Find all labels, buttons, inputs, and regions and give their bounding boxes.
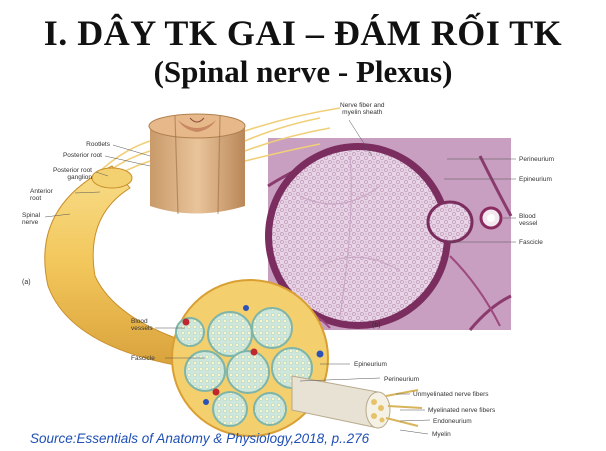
label-endoneurium: Endoneurium bbox=[433, 418, 472, 425]
label-epineurium-b: Epineurium bbox=[519, 176, 552, 183]
fascicle bbox=[208, 312, 252, 356]
label-spinal-nerve: Spinal nerve bbox=[22, 212, 41, 226]
spinal-nerve-illustration bbox=[0, 96, 606, 446]
artery-dot bbox=[183, 319, 190, 326]
fascicle-extension bbox=[292, 376, 422, 428]
label-blood-vessels: Blood vessels bbox=[131, 318, 153, 332]
source-citation: Source:Essentials of Anatomy & Physiology,2018, p..276 bbox=[30, 431, 370, 446]
label-perineurium-b: Perineurium bbox=[519, 156, 555, 163]
label-anterior-root: Anterior root bbox=[30, 188, 53, 202]
label-perineurium-a: Perineurium bbox=[384, 376, 420, 383]
fascicle bbox=[254, 393, 286, 425]
label-rootlets: Rootlets bbox=[86, 141, 110, 148]
label-posterior-root-ganglion: Posterior root ganglion bbox=[52, 167, 92, 181]
vein-dot bbox=[203, 399, 209, 405]
slide-subtitle: (Spinal nerve - Plexus) bbox=[153, 54, 453, 89]
label-unmyelinated-fibers: Unmyelinated nerve fibers bbox=[413, 391, 489, 398]
artery-dot bbox=[251, 349, 258, 356]
fascicle bbox=[227, 351, 269, 393]
panel-a-tag: (a) bbox=[22, 279, 31, 286]
fascicle bbox=[252, 308, 292, 348]
label-epineurium-a: Epineurium bbox=[354, 361, 387, 368]
spinal-cord bbox=[149, 114, 245, 214]
posterior-root-ganglion bbox=[92, 168, 132, 188]
fascicle bbox=[185, 351, 225, 391]
small-fascicle bbox=[428, 202, 472, 242]
slide-title: I. DÂY TK GAI – ĐÁM RỐI TK bbox=[43, 13, 563, 53]
label-myelinated-fibers: Myelinated nerve fibers bbox=[428, 407, 496, 414]
label-nerve-fiber: Nerve fiber and myelin sheath bbox=[340, 102, 385, 116]
label-fascicle-a: Fascicle bbox=[131, 355, 155, 362]
fascicle bbox=[176, 318, 204, 346]
vein-dot bbox=[317, 351, 324, 358]
panel-b-tag: (b) bbox=[372, 322, 381, 329]
label-fascicle-b: Fascicle bbox=[519, 239, 543, 246]
spinal-nerve-figure bbox=[0, 96, 606, 446]
label-myelin: Myelin bbox=[432, 431, 451, 438]
label-blood-vessel-b: Blood vessel bbox=[519, 213, 538, 227]
vein-dot bbox=[243, 305, 249, 311]
label-posterior-root: Posterior root bbox=[62, 152, 102, 159]
fascicle bbox=[213, 392, 247, 426]
artery-dot bbox=[213, 389, 220, 396]
